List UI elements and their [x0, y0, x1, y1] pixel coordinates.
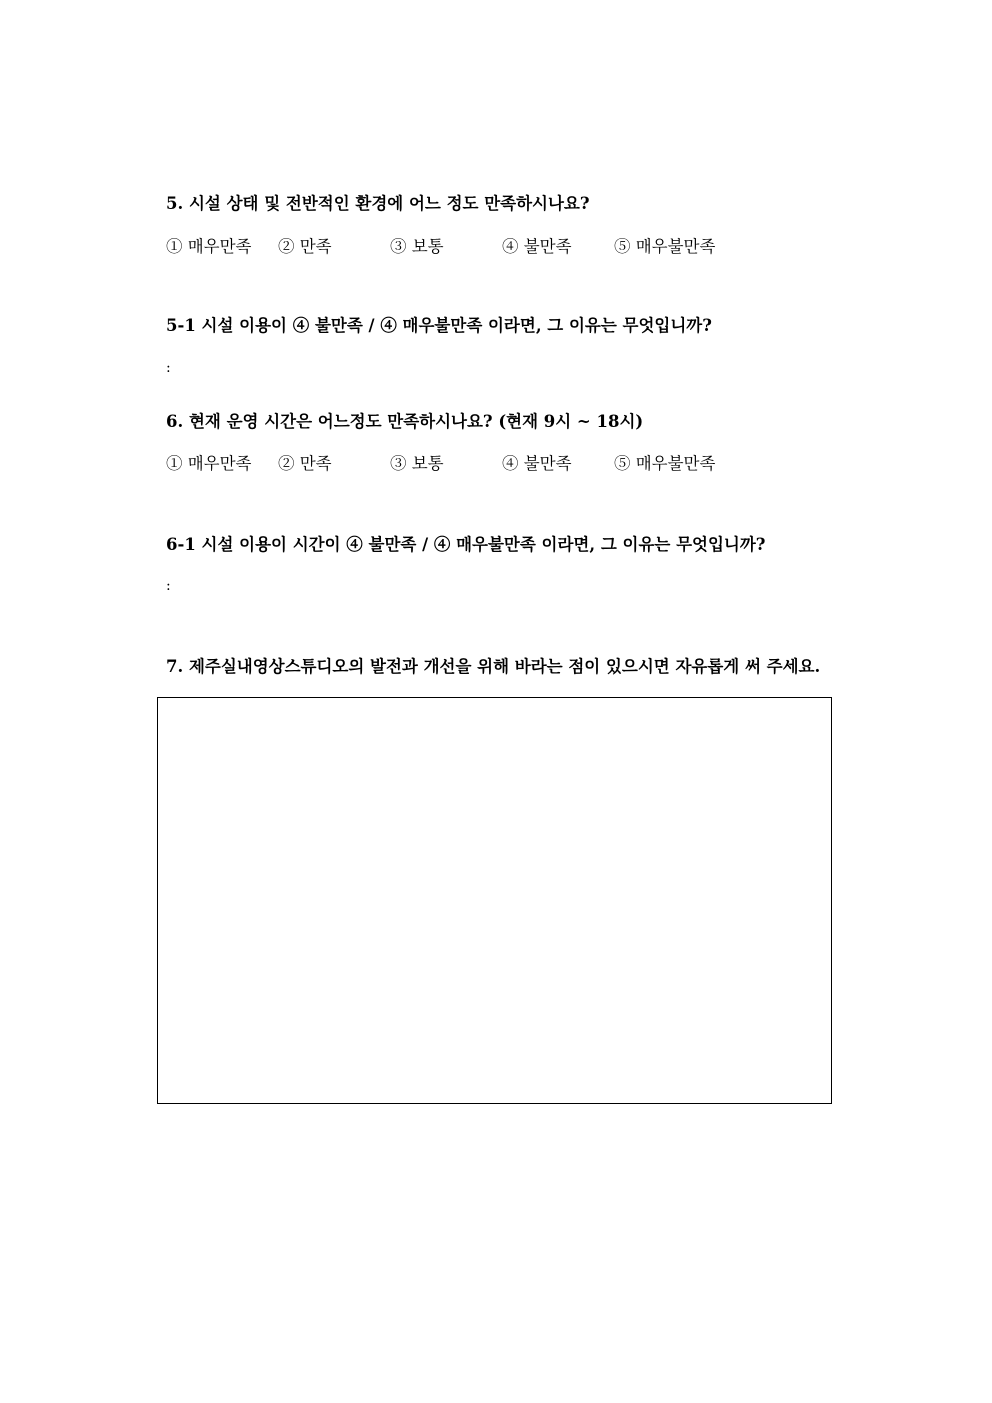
q6-option-satisfied[interactable]: ② 만족	[278, 454, 332, 473]
q7-answer-box[interactable]	[157, 697, 832, 1104]
question-5-text: 5. 시설 상태 및 전반적인 환경에 어느 정도 만족하시나요?	[166, 194, 590, 213]
q5-option-neutral[interactable]: ③ 보통	[390, 237, 444, 256]
question-6-text: 6. 현재 운영 시간은 어느정도 만족하시나요? (현재 9시 ~ 18시)	[166, 412, 644, 431]
question-7-text: 7. 제주실내영상스튜디오의 발전과 개선을 위해 바라는 점이 있으시면 자유롭게 써 주세요.	[166, 657, 821, 676]
q5-option-dissatisfied[interactable]: ④ 불만족	[502, 237, 572, 256]
question-6-options	[166, 453, 766, 475]
q5-option-satisfied[interactable]: ② 만족	[278, 237, 332, 256]
q5-option-very-satisfied[interactable]: ① 매우만족	[166, 237, 252, 256]
q6-option-neutral[interactable]: ③ 보통	[390, 454, 444, 473]
q6-option-very-dissatisfied[interactable]: ⑤ 매우불만족	[614, 454, 716, 473]
question-5-1-text: 5-1 시설 이용이 ④ 불만족 / ④ 매우불만족 이라면, 그 이유는 무엇입니까?	[166, 316, 712, 335]
q5-option-very-dissatisfied[interactable]: ⑤ 매우불만족	[614, 237, 716, 256]
question-5-options	[166, 236, 766, 258]
q6-option-dissatisfied[interactable]: ④ 불만족	[502, 454, 572, 473]
q5-1-answer-field[interactable]: :	[166, 360, 171, 376]
question-6-1-text: 6-1 시설 이용이 시간이 ④ 불만족 / ④ 매우불만족 이라면, 그 이유는 무엇입니까?	[166, 535, 766, 554]
q6-1-answer-field[interactable]: :	[166, 578, 171, 594]
q6-option-very-satisfied[interactable]: ① 매우만족	[166, 454, 252, 473]
